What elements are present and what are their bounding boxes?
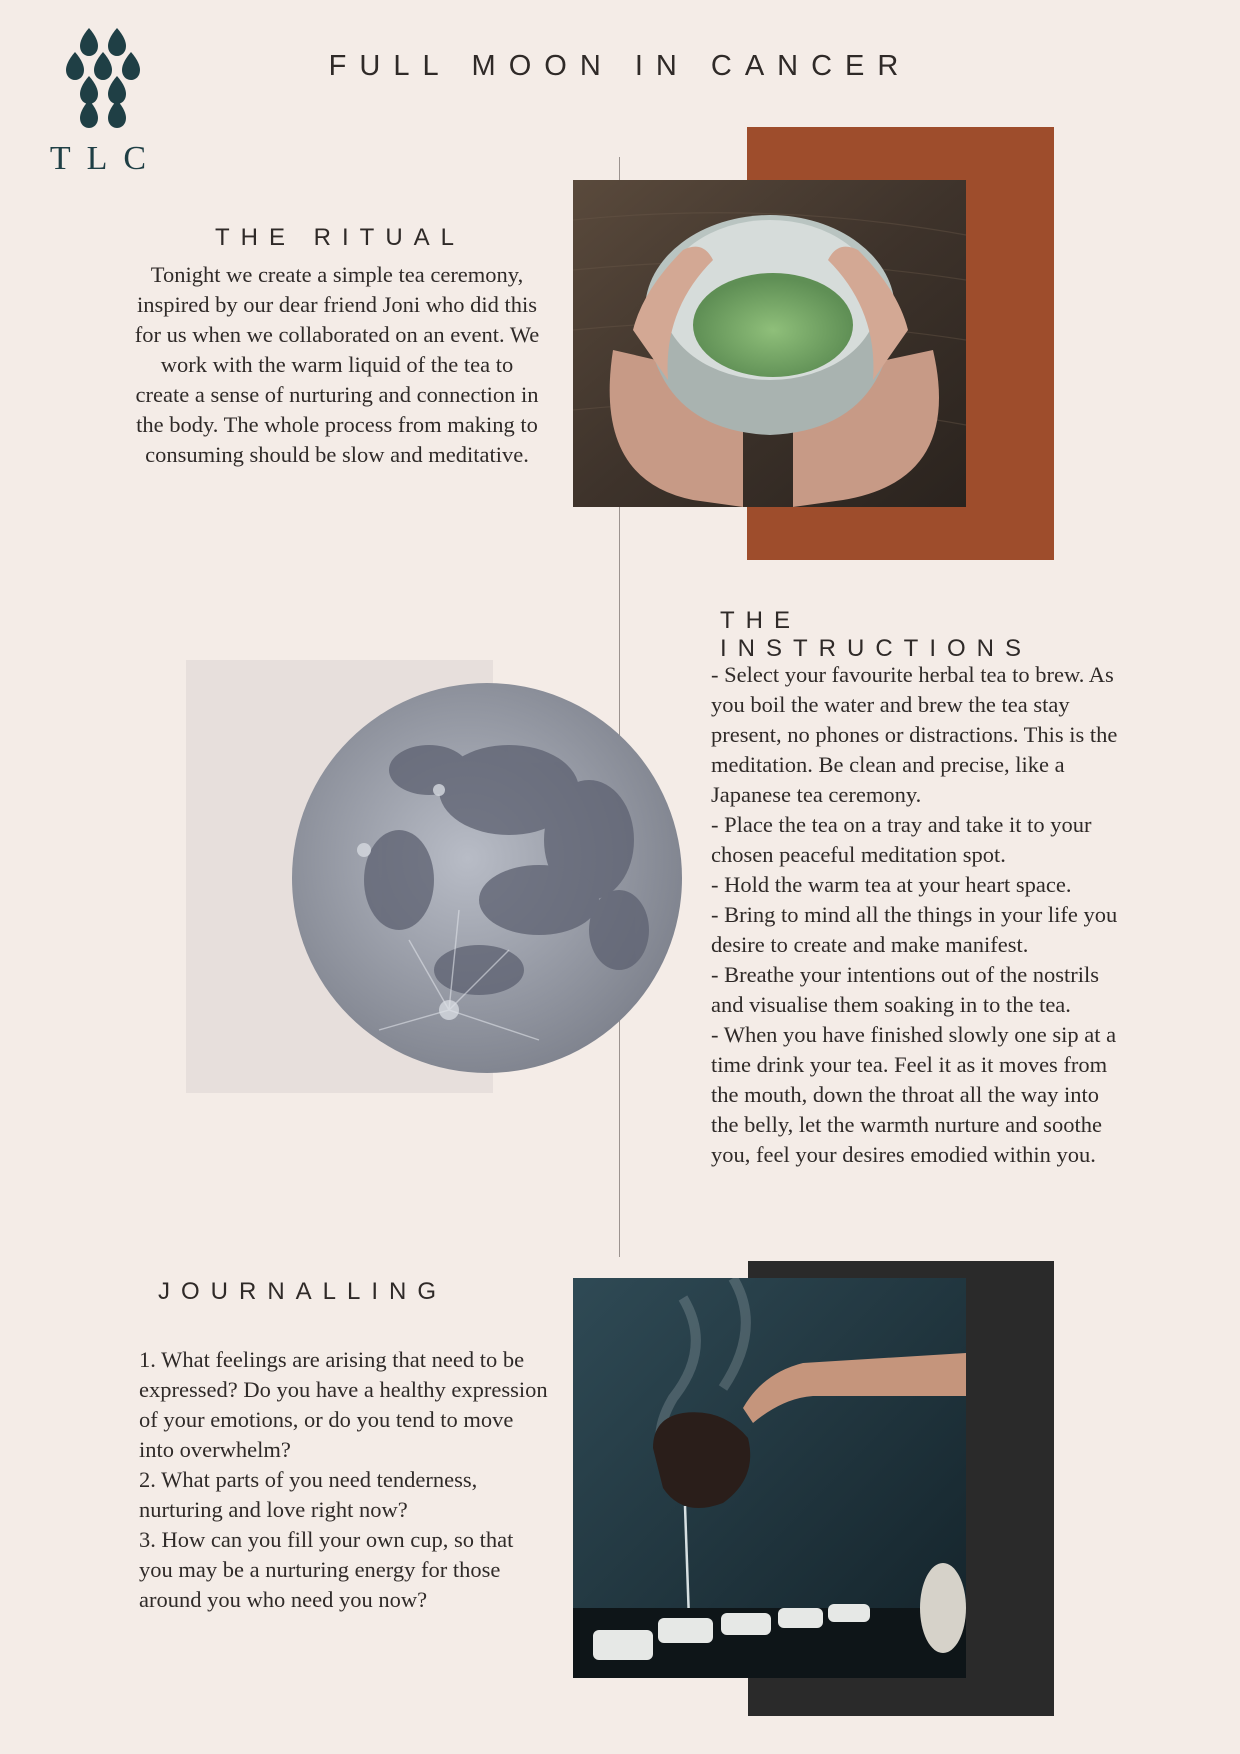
pouring-tea-photo bbox=[573, 1278, 966, 1678]
ritual-body: Tonight we create a simple tea ceremony, inspired by our dear friend Joni who did this for us when we collaborated on an event. We work with the warm liquid of the tea to create a sense of nurturing and connection in the body. The whole process from making to consuming should be slow and meditative. bbox=[134, 262, 540, 467]
tlc-logo-mark bbox=[60, 28, 146, 132]
page-title: FULL MOON IN CANCER bbox=[328, 50, 912, 82]
instruction-item: - Bring to mind all the things in your life you desire to create and make manifest. bbox=[711, 902, 1118, 957]
instructions-heading: THE INSTRUCTIONS bbox=[720, 607, 1032, 662]
full-moon-image bbox=[289, 680, 685, 1076]
instruction-item: - When you have finished slowly one sip at a time drink your tea. Feel it as it moves from the mouth, down the throat all the way into the belly, let the warmth nurture and soothe you, feel your desires emodied within you. bbox=[711, 1022, 1117, 1167]
instruction-item: - Hold the warm tea at your heart space. bbox=[711, 872, 1072, 897]
journal-question: 3. How can you fill your own cup, so that you may be a nurturing energy for those around you who need you now? bbox=[139, 1527, 514, 1612]
tea-bowl-photo bbox=[573, 180, 966, 507]
journal-question: 2. What parts of you need tenderness, nurturing and love right now? bbox=[139, 1467, 478, 1522]
logo-text: TLC bbox=[49, 140, 163, 177]
journalling-heading: JOURNALLING bbox=[158, 1278, 448, 1305]
instruction-item: - Place the tea on a tray and take it to your chosen peaceful meditation spot. bbox=[711, 812, 1092, 867]
instructions-list bbox=[711, 660, 1131, 1170]
instruction-item: - Select your favourite herbal tea to brew. As you boil the water and brew the tea stay present, no phones or distractions. This is the meditation. Be clean and precise, like a Japanese tea ceremony. bbox=[711, 662, 1118, 807]
ritual-heading: THE RITUAL bbox=[214, 224, 465, 251]
journal-question: 1. What feelings are arising that need to be expressed? Do you have a healthy expression of your emotions, or do you tend to move into overwhelm? bbox=[139, 1347, 548, 1462]
journalling-list bbox=[139, 1345, 549, 1615]
instruction-item: - Breathe your intentions out of the nostrils and visualise them soaking in to the tea. bbox=[711, 962, 1100, 1017]
